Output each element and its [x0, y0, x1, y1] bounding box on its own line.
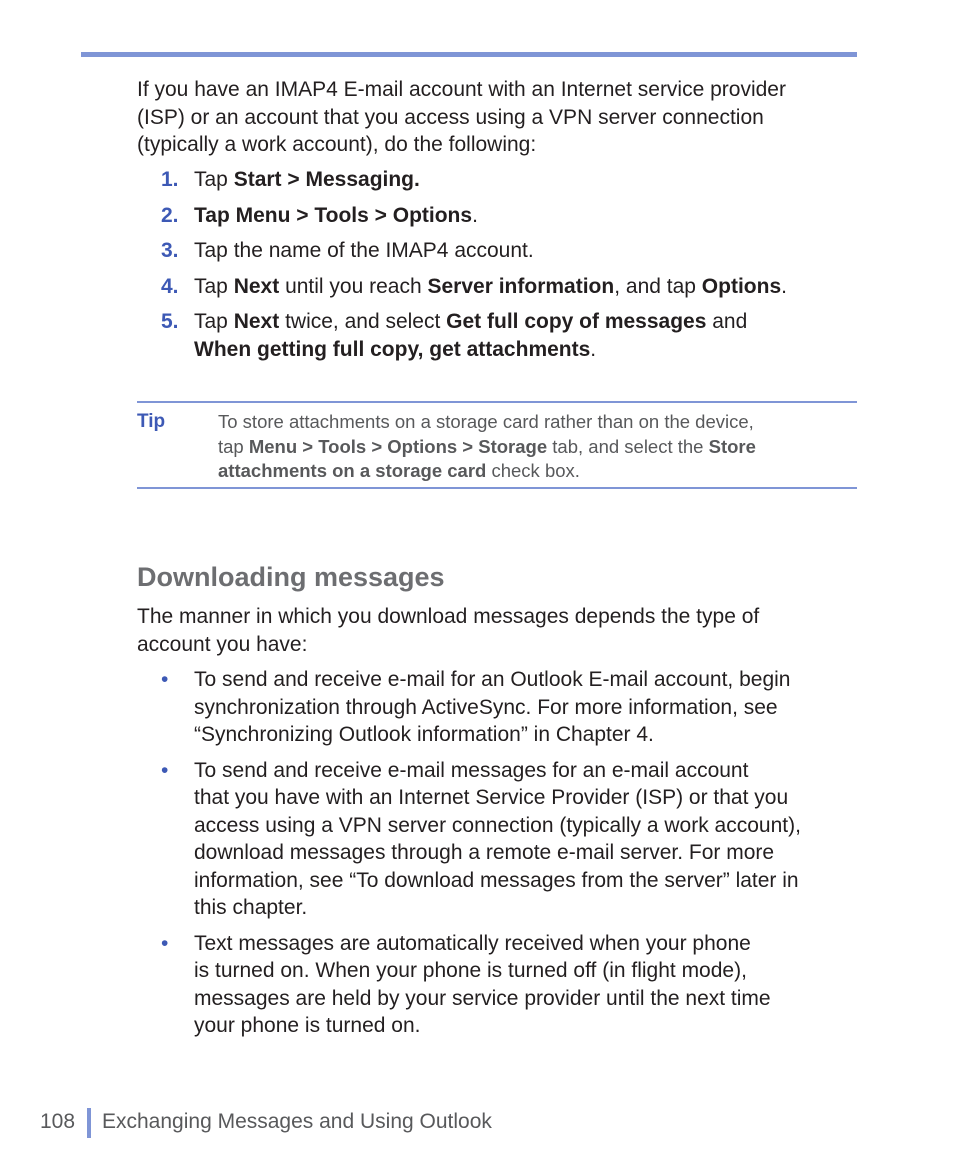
footer-divider: [87, 1108, 91, 1138]
bullet-item: • To send and receive e-mail for an Outlook E-mail account, begin synchronization through ActiveSync. For more information, see “Synchronizing Outlook information” in Chapter 4.: [161, 668, 791, 746]
chapter-title: Exchanging Messages and Using Outlook: [102, 1110, 492, 1133]
tip-text: To store attachments on a storage card rather than on the device, tap Menu > Tools > Options > Storage tab, and select the Store attachments on a storage card check box.: [218, 411, 756, 481]
step-number: 4.: [161, 274, 179, 298]
step-number: 2.: [161, 203, 179, 227]
top-rule: [81, 52, 857, 57]
page-number: 108: [40, 1110, 76, 1133]
step-1: 1. Tap Start > Messaging.: [137, 166, 857, 194]
step-number: 1.: [161, 168, 179, 191]
steps-list: [137, 166, 857, 371]
tip-box: [137, 401, 857, 489]
step-3: 3. Tap the name of the IMAP4 account.: [137, 237, 857, 265]
tip-label: Tip: [137, 411, 166, 432]
step-4: 4. Tap Next until you reach Server information, and tap Options.: [137, 273, 857, 301]
bullet-icon: •: [161, 668, 169, 691]
bullet-item: • To send and receive e-mail messages for an e-mail account that you have with an Internet Service Provider (ISP) or that you access using a VPN server connection (typically a work account), download messages through a remote e-mail server. For more information, see “To download messages from the server” later in this chapter.: [161, 758, 801, 919]
bullet-list: [137, 666, 857, 1048]
bullet-item: • Text messages are automatically received when your phone is turned on. When your phone is turned off (in flight mode), messages are held by your service provider until the next time your phone is turned on.: [161, 931, 771, 1037]
step-number: 5.: [161, 310, 179, 333]
section-heading: Downloading messages: [137, 562, 445, 592]
bullet-icon: •: [161, 931, 169, 955]
bullet-icon: •: [161, 758, 169, 782]
section-intro: The manner in which you download messages depends the type of account you have:: [137, 605, 760, 656]
step-2: 2. Tap Menu > Tools > Options.: [137, 202, 857, 230]
step-number: 3.: [161, 239, 179, 262]
step-5: 5. Tap Next twice, and select Get full copy of messages and When getting full copy, get attachments.: [161, 310, 748, 361]
intro-paragraph: If you have an IMAP4 E-mail account with an Internet service provider (ISP) or an account that you access using a VPN server connection (typically a work account), do the following:: [137, 78, 786, 156]
